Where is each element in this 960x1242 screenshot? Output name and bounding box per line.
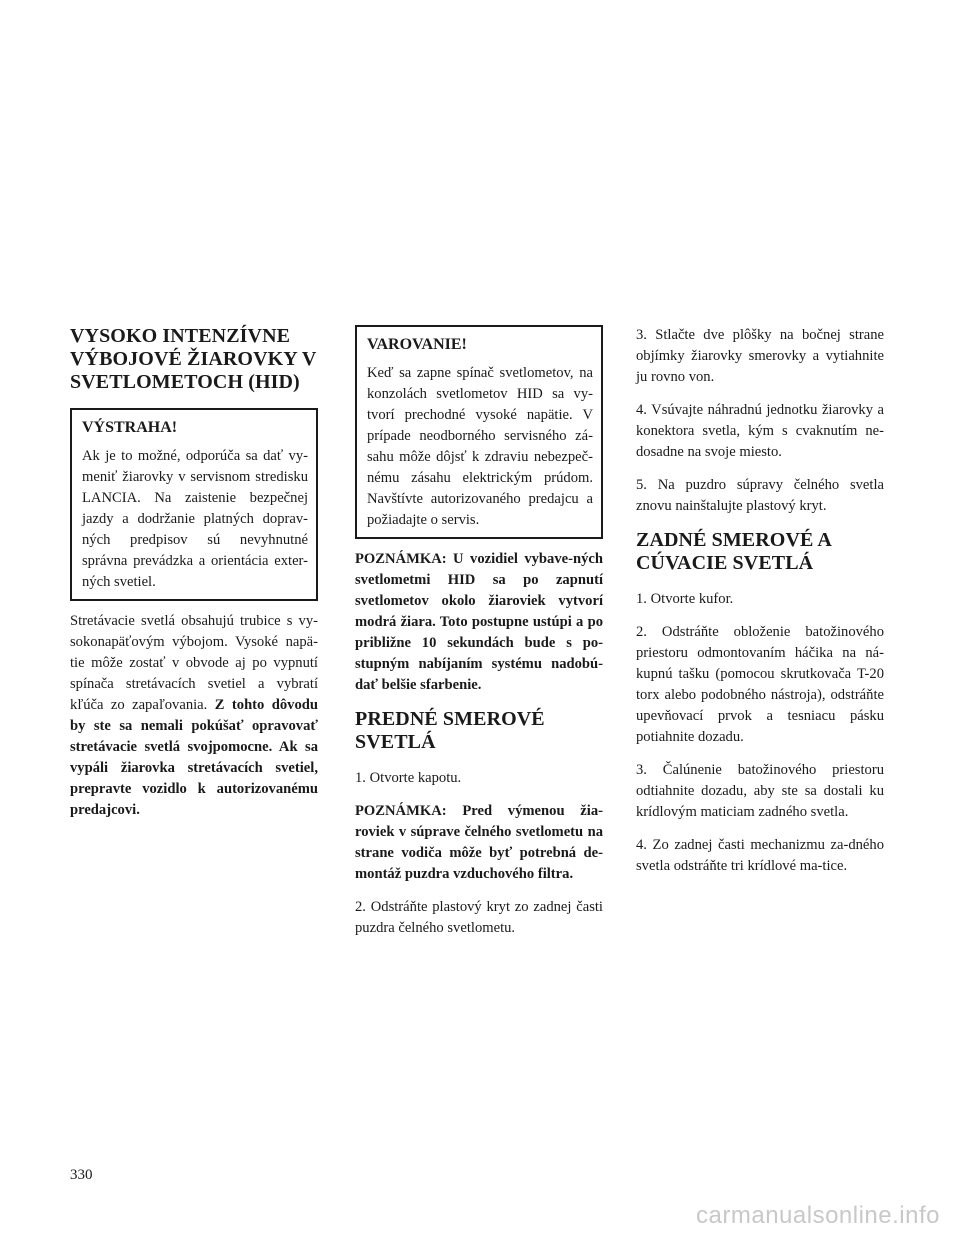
warning-title: VAROVANIE! — [367, 336, 467, 353]
step-open-hood: 1. Otvorte kapotu. — [355, 770, 462, 786]
section-heading-hid: VYSOKO INTENZÍVNE VÝBOJOVÉ ŽIAROVKY V SVETLOMETOCH (HID) — [70, 325, 317, 393]
section-heading-rear-lights: ZADNÉ SMEROVÉ A CÚVACIE SVETLÁ — [636, 529, 831, 574]
note-air-filter: POZNÁMKA: Pred výmenou žia-roviek v súprave čelného svetlometu na strane vodiča môže byť potrebná de-montáž puzdra vzduchového filtra. — [355, 803, 603, 882]
page-number: 330 — [70, 1167, 93, 1183]
step-remove-trim: 2. Odstráňte obloženie batožinového priestoru odmontovaním háčika na ná-kupnú tašku (pomocou skrutkovača T-20 torx alebo podobného nástroja), odstráňte upevňovací prvok a tesniacu pásku potiahnite dozadu. — [636, 624, 884, 745]
warning-box-vystraha — [70, 408, 318, 601]
column-middle — [355, 325, 603, 951]
step-open-trunk: 1. Otvorte kufor. — [636, 591, 734, 607]
column-left — [70, 325, 318, 833]
hid-paragraph-normal: Stretávacie svetlá obsahujú trubice s vy-sokonapäťovým výbojom. Vysoké napä-tie môže zostať v obvode aj po vypnutí spínača stretávacích svetiel a vybratí kľúča zo zapaľovania. — [70, 613, 318, 713]
note-hid-blue-glow: POZNÁMKA: U vozidiel vybave-ných svetlometmi HID sa po zapnutí svetlometov okolo žiaroviek vytvorí modrá žiara. Toto postupne ustúpi a po približne 10 sekundách bude s po-stupným nabíjaním systému nadobú-dať belšie sfarbenie. — [355, 551, 603, 693]
step-press-tabs: 3. Stlačte dve plôšky na bočnej strane objímky žiarovky smerovky a vytiahnite ju rovno von. — [636, 327, 884, 385]
step-remove-wing-nuts: 4. Zo zadnej časti mechanizmu za-dného svetla odstráňte tri krídlové ma-tice. — [636, 837, 884, 874]
section-heading-front-turn: PREDNÉ SMEROVÉ SVETLÁ — [355, 708, 545, 753]
step-insert-bulb: 4. Vsúvajte náhradnú jednotku žiarovky a konektora svetla, kým s cvaknutím ne-dosadne na svoje miesto. — [636, 402, 884, 460]
step-reinstall-cover: 5. Na puzdro súpravy čelného svetla znovu nainštalujte plastový kryt. — [636, 477, 884, 514]
warning-box-varovanie — [355, 325, 603, 539]
hid-paragraph-bold: Z tohto dôvodu by ste sa nemali pokúšať opravovať stretávacie svetlá svojpomocne. Ak sa vypáli žiarovka stretávacích svetiel, prepravte vozidlo k autorizovanému predajcovi. — [70, 697, 319, 818]
step-remove-cover: 2. Odstráňte plastový kryt zo zadnej časti puzdra čelného svetlometu. — [355, 899, 603, 936]
warning-text: Keď sa zapne spínač svetlometov, na konzolách svetlometov HID sa vy-tvorí prechodné vysoké napätie. V prípade neodborného servisného zá-sahu môže dôjsť k zdraviu nebezpeč-nému zásahu elektrickým prúdom. Navštívte autorizovaného predajcu a požiadajte o servis. — [367, 365, 593, 528]
warning-title: VÝSTRAHA! — [82, 419, 178, 436]
warning-text: Ak je to možné, odporúča sa dať vy-meniť žiarovky v servisnom stredisku LANCIA. Na zaistenie bezpečnej jazdy a dodržanie platných doprav-ných predpisov sú nevyhnutné správna prevádzka a orientácia exter-ných svetiel. — [82, 448, 308, 590]
column-right — [636, 325, 884, 889]
hid-paragraph — [70, 611, 318, 821]
step-pull-lining: 3. Čalúnenie batožinového priestoru odtiahnite dozadu, aby ste sa dostali ku krídlovým maticiam zadného svetla. — [636, 762, 884, 820]
watermark-logo: carmanualsonline.info — [696, 1202, 940, 1229]
